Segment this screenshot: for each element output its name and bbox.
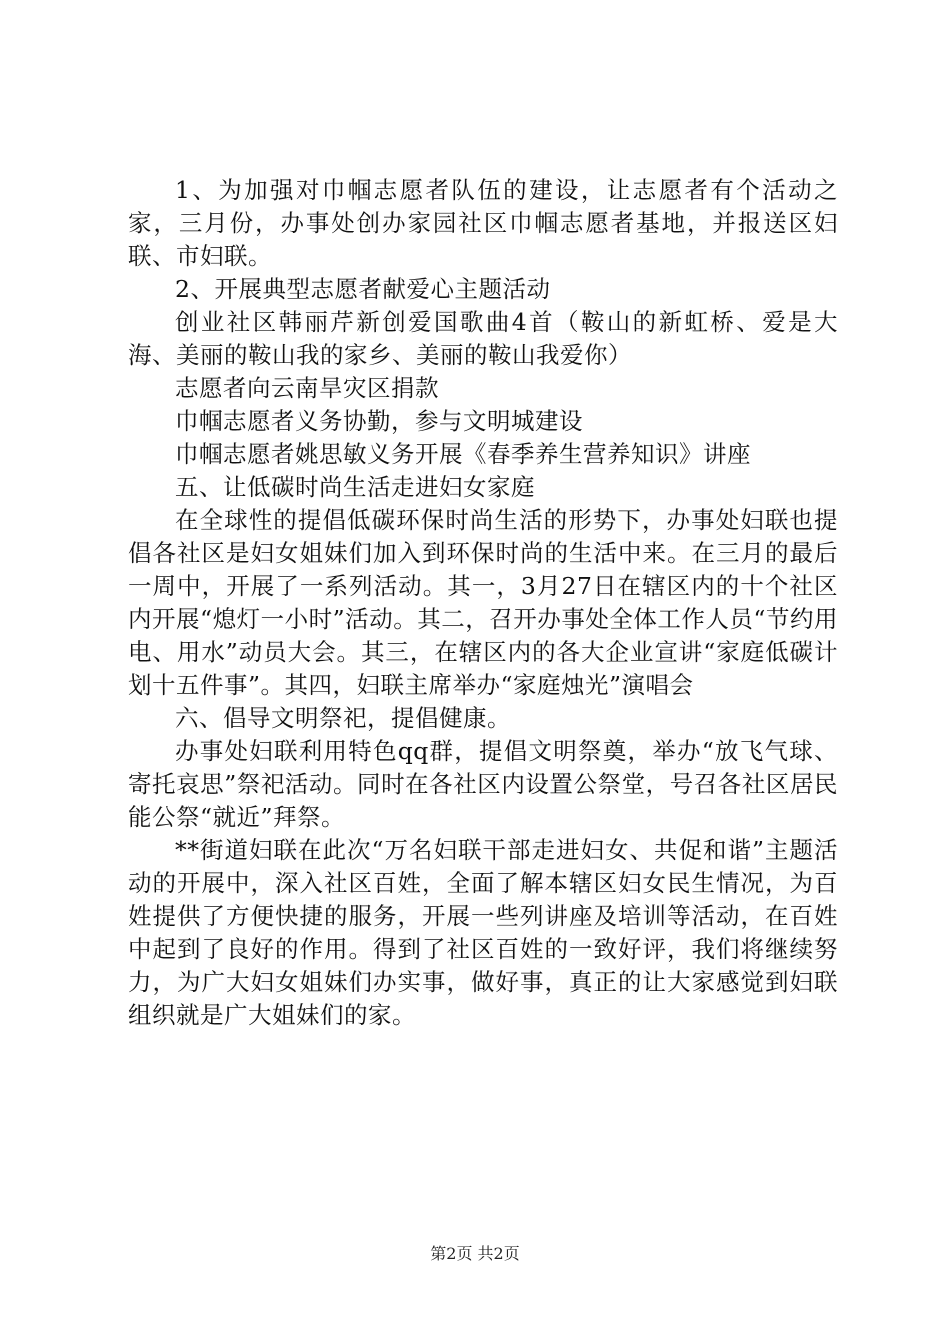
section-heading-low-carbon: 五、让低碳时尚生活走进妇女家庭 [175, 473, 535, 501]
page-number-footer: 第2页 共2页 [430, 1244, 520, 1263]
paragraph-donation: 志愿者向云南旱灾区捐款 [175, 374, 439, 402]
document-body [128, 174, 838, 1032]
paragraph-low-carbon-activities: 在全球性的提倡低碳环保时尚生活的形势下，办事处妇联也提倡各社区是妇女姐妹们加入到环保时尚的生活中来。在三月的最后一周中，开展了一系列活动。其一，3月27日在辖区内的十个社区内开展“熄灯一小时”活动。其二，召开办事处全体工作人员“节约用电、用水”动员大会。其三，在辖区内的各大企业宣讲“家庭低碳计划十五件事”。其四，妇联主席举办“家庭烛光”演唱会 [128, 506, 838, 699]
paragraph-health-lecture: 巾帼志愿者姚思敏义务开展《春季养生营养知识》讲座 [175, 440, 751, 468]
paragraph-patriotic-songs: 创业社区韩丽芹新创爱国歌曲4首（鞍山的新虹桥、爱是大海、美丽的鞍山我的家乡、美丽的鞍山我爱你） [128, 308, 838, 369]
paragraph-volunteer-base: 1、为加强对巾帼志愿者队伍的建设，让志愿者有个活动之家，三月份，办事处创办家园社区巾帼志愿者基地，并报送区妇联、市妇联。 [128, 176, 838, 270]
paragraph-civilized-city: 巾帼志愿者义务协勤，参与文明城建设 [175, 407, 583, 435]
paragraph-conclusion: **街道妇联在此次“万名妇联干部走进妇女、共促和谐”主题活动的开展中，深入社区百姓，全面了解本辖区妇女民生情况，为百姓提供了方便快捷的服务，开展一些列讲座及培训等活动，在百姓中起到了良好的作用。得到了社区百姓的一致好评，我们将继续努力，为广大妇女姐妹们办实事，做好事，真正的让大家感觉到妇联组织就是广大姐妹们的家。 [128, 836, 838, 1029]
paragraph-volunteer-activity-heading: 2、开展典型志愿者献爱心主题活动 [175, 275, 551, 303]
section-heading-civilized-sacrifice: 六、倡导文明祭祀，提倡健康。 [175, 704, 511, 732]
paragraph-sacrifice-activities: 办事处妇联利用特色qq群，提倡文明祭奠，举办“放飞气球、寄托哀思”祭祀活动。同时在各社区内设置公祭堂，号召各社区居民能公祭“就近”拜祭。 [128, 737, 838, 831]
